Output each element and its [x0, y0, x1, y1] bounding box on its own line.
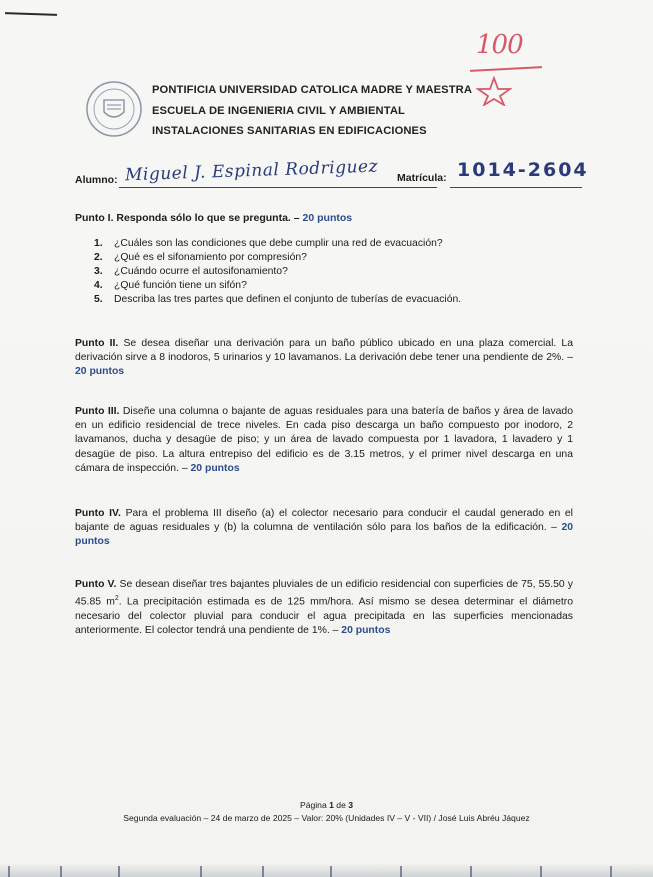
punto1-points: 20 puntos — [302, 212, 353, 224]
punto2-text: Se desea diseñar una derivación para un baño público ubicado en una plaza comercial. La derivación sirve a 8 inodoros, 5 urinarios y 10 lavamanos. La derivación debe tener una pendiente de 2%. – — [75, 338, 573, 364]
punto4-points: 20 puntos — [75, 522, 573, 548]
punto5-text-b: . La precipitación estimada es de 125 mm/hora. Así mismo se desea determinar el diámetro necesario del colector pluvial para conducir el agua precipitada en las superficies mencionadas anteriormente. El colector tendrá una pendiente de 1%. – — [75, 596, 573, 637]
alumno-handwritten-name: Miguel J. Espinal Rodriguez — [124, 156, 379, 186]
star-icon — [476, 76, 512, 106]
punto3-points: 20 puntos — [190, 462, 240, 474]
list-item: 5. Describa las tres partes que definen el conjunto de tuberías de evacuación. — [94, 294, 462, 306]
punto2-section — [75, 337, 573, 380]
punto4-section — [75, 507, 573, 550]
matricula-handwritten-value: 1014-2604 — [457, 159, 589, 181]
alumno-label: Alumno: — [75, 174, 118, 186]
student-info — [75, 156, 595, 193]
scan-edge — [0, 864, 653, 877]
punto4-text: Para el problema III diseño (a) el colector necesario para conducir el caudal generado en el bajante de aguas residuales y (b) la columna de ventilación sólo para los baños de la edificación. – — [75, 508, 573, 534]
university-seal-icon — [85, 80, 143, 138]
punto2-points: 20 puntos — [75, 366, 125, 378]
list-item: 2. ¿Qué es el sifonamiento por compresión? — [94, 252, 307, 264]
school-name: ESCUELA DE INGENIERIA CIVIL Y AMBIENTAL — [152, 104, 405, 117]
punto3-section — [75, 405, 573, 476]
alumno-line — [119, 187, 437, 188]
matricula-label: Matrícula: — [397, 172, 447, 184]
punto5-section — [75, 578, 573, 638]
list-item: 1. ¿Cuáles son las condiciones que debe cumplir una red de evacuación? — [94, 238, 443, 249]
institution-header — [152, 80, 472, 142]
list-item: 3. ¿Cuándo ocurre el autosifonamiento? — [94, 266, 288, 278]
punto5-title: Punto V. — [75, 579, 117, 590]
grade-score: 100 — [476, 30, 523, 60]
university-name: PONTIFICIA UNIVERSIDAD CATOLICA MADRE Y MAESTRA — [152, 84, 473, 96]
grade-underline — [470, 66, 542, 72]
punto4-title: Punto IV. — [75, 508, 121, 519]
punto3-title: Punto III. — [75, 406, 120, 417]
punto2-title: Punto II. — [75, 338, 119, 349]
punto5-text-a: Se desean diseñar tres bajantes pluviales de un edificio residencial con superficies de 75, 55.50 y 45.85 m — [75, 579, 573, 608]
list-item: 4. ¿Qué función tiene un sifón? — [94, 280, 247, 292]
punto5-superscript: 2 — [114, 595, 119, 603]
footer-info: Segunda evaluación – 24 de marzo de 2025 – Valor: 20% (Unidades IV – V - VII) / José Luis Abréu Jáquez — [123, 813, 530, 823]
punto1-heading: Punto I. Responda sólo lo que se pregunta. – 20 puntos — [75, 212, 353, 224]
punto1-questions — [94, 237, 461, 307]
punto3-text: Diseñe una columna o bajante de aguas residuales para una batería de baños y área de lavado en un edificio residencial de trece niveles. En cada piso descarga un baño compuesto por inodoro, 2 lavamanos, ducha y desagüe de piso; y un área de lavado compuesta por 1 lavadora, 1 lavadero y 1 desagüe de piso. La altura entrepiso del edificio es de 3.15 metros, y el primer nivel descarga en una cámara de inspección. – — [75, 406, 573, 474]
course-name: INSTALACIONES SANITARIAS EN EDIFICACIONES — [152, 125, 427, 137]
matricula-line — [450, 187, 582, 188]
punto5-points: 20 puntos — [341, 625, 391, 637]
page-number: Página 1 de 3 — [299, 800, 354, 810]
pen-mark — [5, 12, 57, 16]
